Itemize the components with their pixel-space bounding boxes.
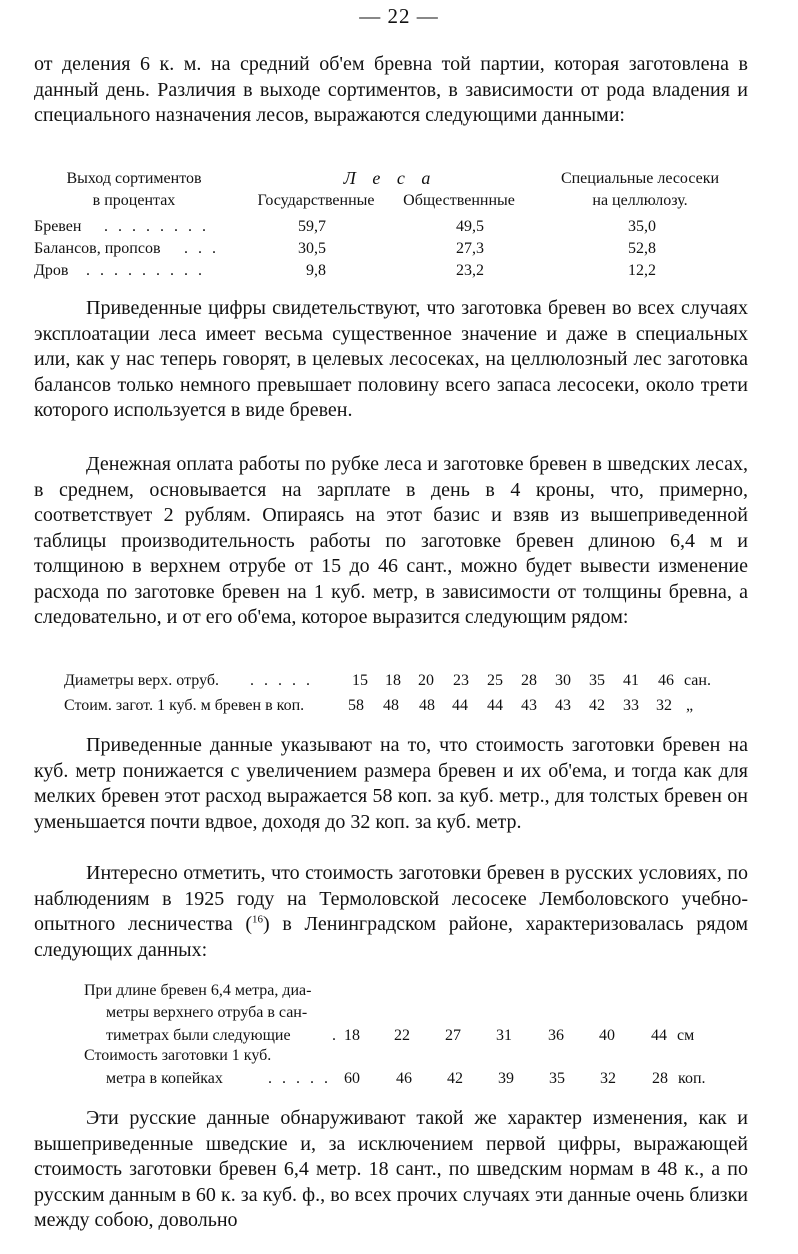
paragraph-3: Денежная оплата работы по рубке леса и заготовке бревен в шведских лесах, в среднем, основывается на зарплате в день в 4 кроны, что, примерно, соответствует 2 рублям. Опираясь на этот базис и взяв из вышеприведенной таблицы производительность работы по заготовке бревен длиною 6,4 м и толщиною в верхнем отрубе от 15 до 46 сант., можно будет вывести изменение расхода по заготовке бревен на 1 куб. метр, в зависимости от толщины бревна, а следовательно, и от его об'ема, которое выразится следующим рядом:: [34, 453, 748, 628]
table-row-label: Дров: [34, 262, 69, 279]
series2-cost-label-line1: Стоимость заготовки 1 куб.: [84, 1047, 272, 1064]
page-number: — 22 —: [359, 4, 439, 28]
paragraph-6: Эти русские данные обнаруживают такой же характер изменения, как и вышеприведенные шведские и, за исключением первой цифры, выражающей стоимость заготовки бревен 6,4 метр. 18 сант., по шведским нормам в 48 к., а по русским данным в 60 к. за куб. ф., во всех прочих случаях эти данные очень близки между собою, довольно: [34, 1107, 748, 1231]
series1-cost: 43: [555, 697, 571, 714]
series1-cost: 42: [589, 697, 605, 714]
table-header-group: Л е с а: [343, 168, 437, 188]
series2-label-line1: При длине бревен 6,4 метра, диа-: [84, 982, 312, 999]
series2-unit-cost: коп.: [678, 1070, 706, 1087]
table-row-dots: . . .: [184, 240, 219, 257]
series2-cost: 39: [498, 1070, 514, 1087]
series1-row1-unit: сан.: [684, 672, 711, 689]
table-cell-public: 27,3: [456, 240, 484, 257]
series1-cost: 44: [452, 697, 468, 714]
series1-row2-unit: „: [686, 697, 694, 714]
series2-cost: 35: [549, 1070, 565, 1087]
paragraph-5-text-a: Интересно отметить, что стоимость заготовки бревен в русских условиях, по наблюдениям в 1925 году на Термоловской лесосеке Лемболовского учебно-опытного лесничества (: [34, 862, 748, 935]
table-cell-special: 52,8: [628, 240, 656, 257]
series2-diameter: 18: [344, 1027, 360, 1044]
table-row-dots: . . . . . . . .: [104, 218, 209, 235]
series2-cost: 28: [652, 1070, 668, 1087]
table-header-col1: Государственные: [257, 192, 375, 209]
table-row-label: Бревен: [34, 218, 82, 235]
series1-diameter: 28: [521, 672, 537, 689]
series1-diameter: 15: [352, 672, 368, 689]
series1-cost: 43: [521, 697, 537, 714]
series2-cost: 60: [344, 1070, 360, 1087]
series1-row2-label: Стоим. загот. 1 куб. м бревен в коп.: [64, 697, 305, 714]
table-cell-special: 35,0: [628, 218, 656, 235]
paragraph-2: Приведенные цифры свидетельствуют, что заготовка бревен во всех случаях эксплоатации леса имеет весьма существенное значение и даже в специальных или, как у нас теперь говорят, в целевых лесосеках, на целлюлозный лес заготовка балансов только немного превышает половину всего запаса лесосеки, около трети которого используется в виде бревен.: [34, 297, 748, 421]
table-row-dots: . . . . . . . . .: [86, 262, 205, 279]
table-cell-state: 9,8: [306, 262, 326, 279]
series1-cost: 33: [623, 697, 639, 714]
series2-label-line2: метры верхнего отруба в сан-: [106, 1004, 308, 1021]
table-cell-public: 23,2: [456, 262, 484, 279]
series2-cost: 42: [447, 1070, 463, 1087]
series2-cost-label-line2: метра в копейках: [106, 1070, 223, 1087]
paragraph-1: от деления 6 к. м. на средний об'ем бревна той партии, которая заготовлена в данный день. Различия в выходе сортиментов, в зависимости от рода владения и специального назначения лесов, выражаются следующими данными:: [34, 53, 748, 126]
series2-diameter: 31: [496, 1027, 512, 1044]
table-cell-state: 30,5: [298, 240, 326, 257]
series1-cost: 48: [383, 697, 399, 714]
table-header-col2: Общественнные: [403, 192, 515, 209]
series1-diameter: 46: [658, 672, 674, 689]
series1-diameter: 23: [453, 672, 469, 689]
paragraph-5-text-b: ) в Ленинградском районе, характеризовалась рядом следующих данных:: [34, 913, 748, 961]
series1-diameter: 41: [623, 672, 639, 689]
series2-diameter: 40: [599, 1027, 615, 1044]
series1-diameter: 18: [385, 672, 401, 689]
series2-diameter: 22: [394, 1027, 410, 1044]
series1-diameter: 20: [418, 672, 434, 689]
series2-label-dots: .: [332, 1027, 336, 1044]
series2-cost: 46: [396, 1070, 412, 1087]
series1-row1-label: Диаметры верх. отруб.: [64, 672, 219, 689]
table-header-col3-line1: Специальные лесосеки: [560, 170, 720, 187]
table-row-label: Балансов, пропсов: [34, 240, 161, 257]
paragraph-5: [34, 861, 748, 963]
table-cell-special: 12,2: [628, 262, 656, 279]
series2-diameter: 44: [651, 1027, 667, 1044]
series1-diameter: 30: [555, 672, 571, 689]
series1-cost: 58: [348, 697, 364, 714]
series1-row1-dots: . . . . .: [250, 672, 313, 689]
table-cell-state: 59,7: [298, 218, 326, 235]
series2-unit-diameter: см: [677, 1027, 695, 1044]
series2-diameter: 27: [445, 1027, 461, 1044]
series1-diameter: 35: [589, 672, 605, 689]
footnote-ref: 16: [252, 913, 264, 926]
series1-cost: 44: [487, 697, 503, 714]
series2-cost: 32: [600, 1070, 616, 1087]
series1-cost: 48: [419, 697, 435, 714]
series2-label-line3: тиметрах были следующие: [106, 1027, 291, 1044]
table-header-col0-line2: в процентах: [92, 192, 176, 209]
table-cell-public: 49,5: [456, 218, 484, 235]
series2-cost-dots: . . . . .: [268, 1070, 331, 1087]
table-header-col3-line2: на целлюлозу.: [592, 192, 688, 209]
series1-cost: 32: [656, 697, 672, 714]
series1-diameter: 25: [487, 672, 503, 689]
table-header-col0-line1: Выход сортиментов: [66, 170, 202, 187]
paragraph-4: Приведенные данные указывают на то, что стоимость заготовки бревен на куб. метр понижается с увеличением размера бревен и их об'ема, и тогда как для мелких бревен этот расход выражается 58 коп. за куб. метр., для толстых бревен он уменьшается почти вдвое, доходя до 32 коп. за куб. метр.: [34, 734, 748, 833]
series2-diameter: 36: [548, 1027, 564, 1044]
